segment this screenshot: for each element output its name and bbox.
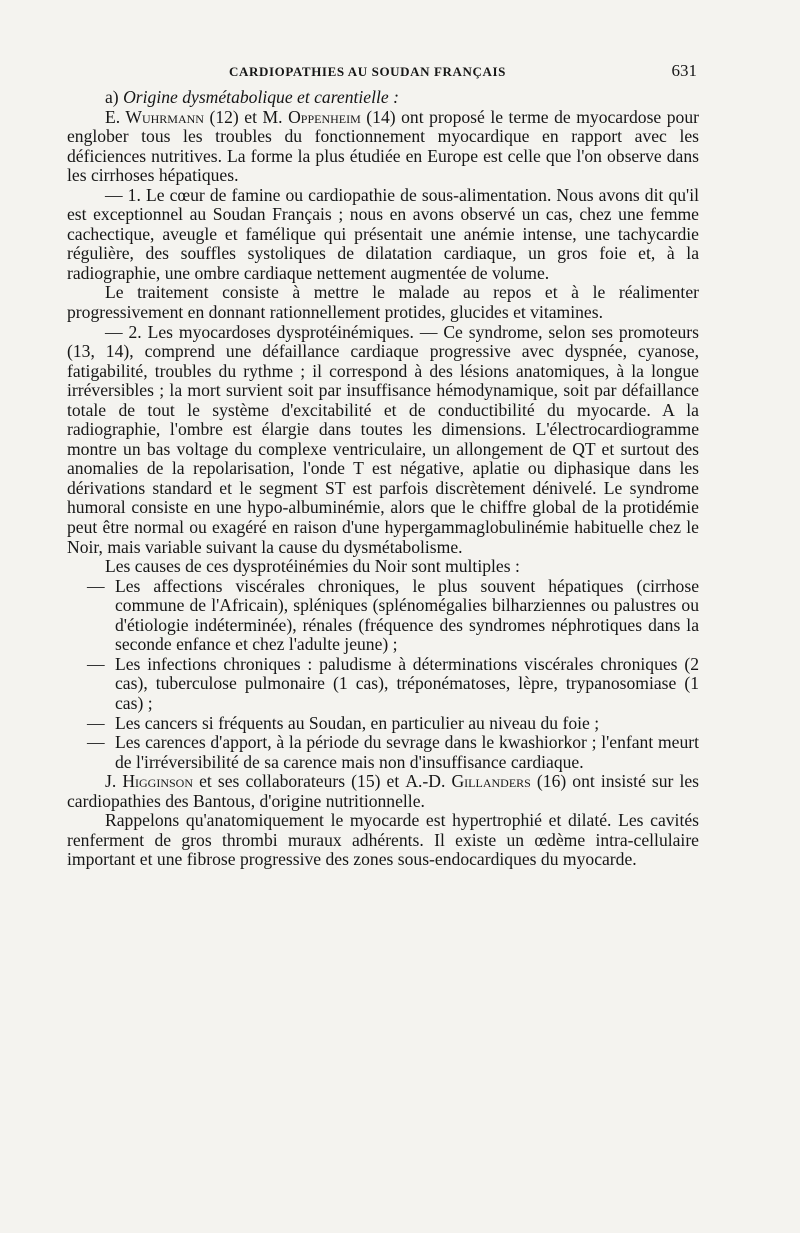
list-item-text: Les carences d'apport, à la période du sevrage dans le kwashiorkor ; l'enfant meurt de l'irréversibilité de sa carence mais non d'insuffisance cardiaque. bbox=[115, 732, 699, 772]
paragraph-2: — 1. Le cœur de famine ou cardiopathie de sous-alimentation. Nous avons dit qu'il est exceptionnel au Soudan Français ; nous en avons observé un cas, chez une femme cachectique, aveugle et famélique qui présentait une anémie intense, une tachycardie régulière, des souffles systoliques de dilatation cardiaque, un gros foie et, à la radiographie, une ombre cardiaque nettement augmentée de volume. bbox=[67, 184, 699, 283]
paragraph-5: Les causes de ces dysprotéinémies du Noir sont multiples : bbox=[105, 556, 520, 577]
page-header bbox=[67, 58, 699, 88]
list-dash: — bbox=[87, 732, 105, 753]
causes-list bbox=[67, 577, 699, 772]
list-item-text: Les infections chroniques : paludisme à déterminations viscérales chroniques (2 cas), tuberculose pulmonaire (1 cas), tréponématoses, lèpre, trypanosomiase (1 cas) ; bbox=[115, 653, 699, 713]
paragraph-1 bbox=[67, 108, 699, 186]
section-title: Origine dysmétabolique et carentielle : bbox=[123, 87, 399, 107]
list-dash: — bbox=[87, 575, 105, 596]
page bbox=[67, 58, 699, 870]
author-gillanders: A.-D. Gillanders bbox=[405, 771, 531, 792]
author-oppenheim: Oppenheim bbox=[288, 106, 361, 127]
list-dash: — bbox=[87, 653, 105, 674]
list-dash: — bbox=[87, 712, 105, 733]
paragraph-6 bbox=[67, 772, 699, 811]
running-title: CARDIOPATHIES AU SOUDAN FRANÇAIS bbox=[229, 64, 506, 79]
paragraph-6-rest: (16) ont insisté sur les cardiopathies des Bantous, d'origine nutritionnelle. bbox=[67, 771, 699, 811]
list-item bbox=[67, 655, 699, 714]
paragraph-6-mid: et ses collaborateurs (15) et bbox=[193, 771, 406, 792]
body-text bbox=[67, 88, 699, 870]
author-higginson: J. Higginson bbox=[105, 771, 194, 792]
paragraph-7: Rappelons qu'anatomiquement le myocarde est hypertrophié et dilaté. Les cavités renferment de gros thrombi muraux adhérents. Il existe un œdème intra-cellulaire important et une fibrose progressive des zones sous-endocardiques du myocarde. bbox=[67, 810, 699, 870]
paragraph-1-mid: (12) et M. bbox=[203, 106, 289, 127]
paragraph-1-rest: (14) ont proposé le terme de myocardose pour englober tous les troubles du fonctionnement myocardique en rapport avec les déficiences nutritives. La forme la plus étudiée en Europe est celle que l'on observe dans les cirrhoses hépatiques. bbox=[67, 106, 699, 186]
author-wuhrmann: E. Wuhrmann bbox=[105, 106, 204, 127]
list-item-text: Les affections viscérales chroniques, le plus souvent hépatiques (cirrhose commune de l'Africain), spléniques (splénomégalies bilharziennes ou palustres ou d'étiologie indéterminée), rénales (fréquence des syndromes néphrotiques dans la seconde enfance et chez l'adulte jeune) ; bbox=[115, 575, 699, 655]
paragraph-4: — 2. Les myocardoses dysprotéinémiques. — Ce syndrome, selon ses promoteurs (13, 14), comprend une défaillance cardiaque progressive avec dyspnée, cyanose, fatigabilité, troubles du rythme ; il correspond à des lésions anatomiques, à la longue irréversibles ; la mort survient soit par insuffisance hémodynamique, soit par défaillance totale de tout le système d'excitabilité et de conductibilité du myocarde. A la radiographie, l'ombre est élargie dans toutes les dimensions. L'électrocardiogramme montre un bas voltage du complexe ventriculaire, un allongement de QT et surtout des anomalies de la repolarisation, l'onde T est négative, aplatie ou diphasique dans les dérivations standard et le segment ST est parfois discrètement dénivelé. Le syndrome humoral consiste en une hypo-albuminémie, alors que le chiffre global de la protidémie peut être normal ou exagéré en raison d'une hypergammaglobulinémie habituelle chez le Noir, mais variable suivant la cause du dysmétabolisme. bbox=[67, 321, 699, 557]
list-item bbox=[67, 733, 699, 772]
list-item-text: Les cancers si fréquents au Soudan, en particulier au niveau du foie ; bbox=[115, 712, 600, 733]
list-item bbox=[67, 714, 699, 734]
paragraph-3: Le traitement consiste à mettre le malade au repos et à le réalimenter progressivement en donnant rationnellement protides, glucides et vitamines. bbox=[67, 282, 699, 323]
section-label: a) bbox=[105, 87, 119, 107]
section-heading bbox=[67, 88, 699, 108]
page-number: 631 bbox=[671, 61, 697, 80]
list-item bbox=[67, 577, 699, 655]
